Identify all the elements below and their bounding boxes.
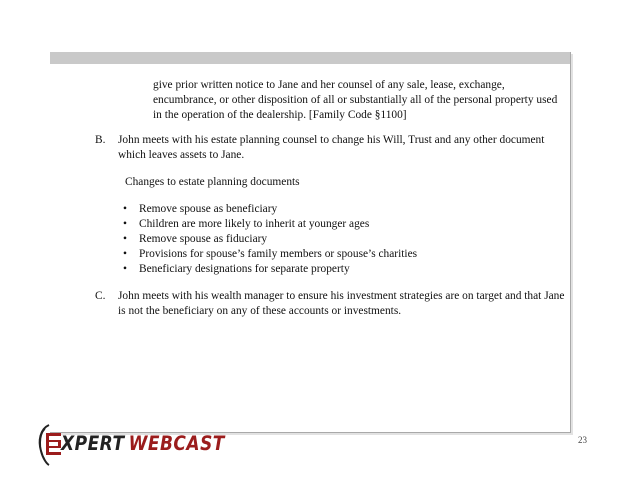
item-c	[95, 289, 565, 319]
page-number: 23	[578, 435, 587, 445]
bullet-item	[123, 217, 565, 232]
bullet-item	[123, 202, 565, 217]
intro-paragraph: give prior written notice to Jane and her counsel of any sale, lease, exchange, encumbrance, or other disposition of all or substantially all of the personal property used in the operation of the dealership. [Family Code §1100]	[153, 79, 558, 121]
logo-expert-text: XPERT	[61, 432, 125, 456]
bullet-item	[123, 262, 565, 277]
logo-webcast-text: WEBCAST	[128, 432, 225, 456]
bullet-text: Beneficiary designations for separate property	[139, 263, 350, 275]
bullet-item	[123, 247, 565, 262]
bullet-text: Remove spouse as fiduciary	[139, 233, 268, 245]
bullet-text: Remove spouse as beneficiary	[139, 203, 278, 215]
bullet-icon: •	[123, 233, 127, 245]
expert-webcast-logo	[35, 419, 235, 469]
item-b	[95, 133, 565, 163]
logo-e-mark-icon	[35, 421, 63, 467]
changes-heading: Changes to estate planning documents	[125, 176, 300, 188]
bullet-icon: •	[123, 248, 127, 260]
bullet-icon: •	[123, 263, 127, 275]
bullet-text: Children are more likely to inherit at younger ages	[139, 218, 370, 230]
bullet-item	[123, 232, 565, 247]
item-b-text: John meets with his estate planning counsel to change his Will, Trust and any other document which leaves assets to Jane.	[118, 134, 545, 161]
bullet-text: Provisions for spouse’s family members or spouse’s charities	[139, 248, 418, 260]
item-c-letter: C.	[95, 290, 106, 302]
changes-bullet-list	[95, 202, 565, 277]
slide-body	[95, 78, 565, 331]
item-b-letter: B.	[95, 134, 106, 146]
bullet-icon: •	[123, 218, 127, 230]
logo-wordmark	[61, 433, 225, 456]
bullet-icon: •	[123, 203, 127, 215]
item-c-text: John meets with his wealth manager to ensure his investment strategies are on target and that Jane is not the beneficiary on any of these accounts or investments.	[118, 290, 565, 317]
